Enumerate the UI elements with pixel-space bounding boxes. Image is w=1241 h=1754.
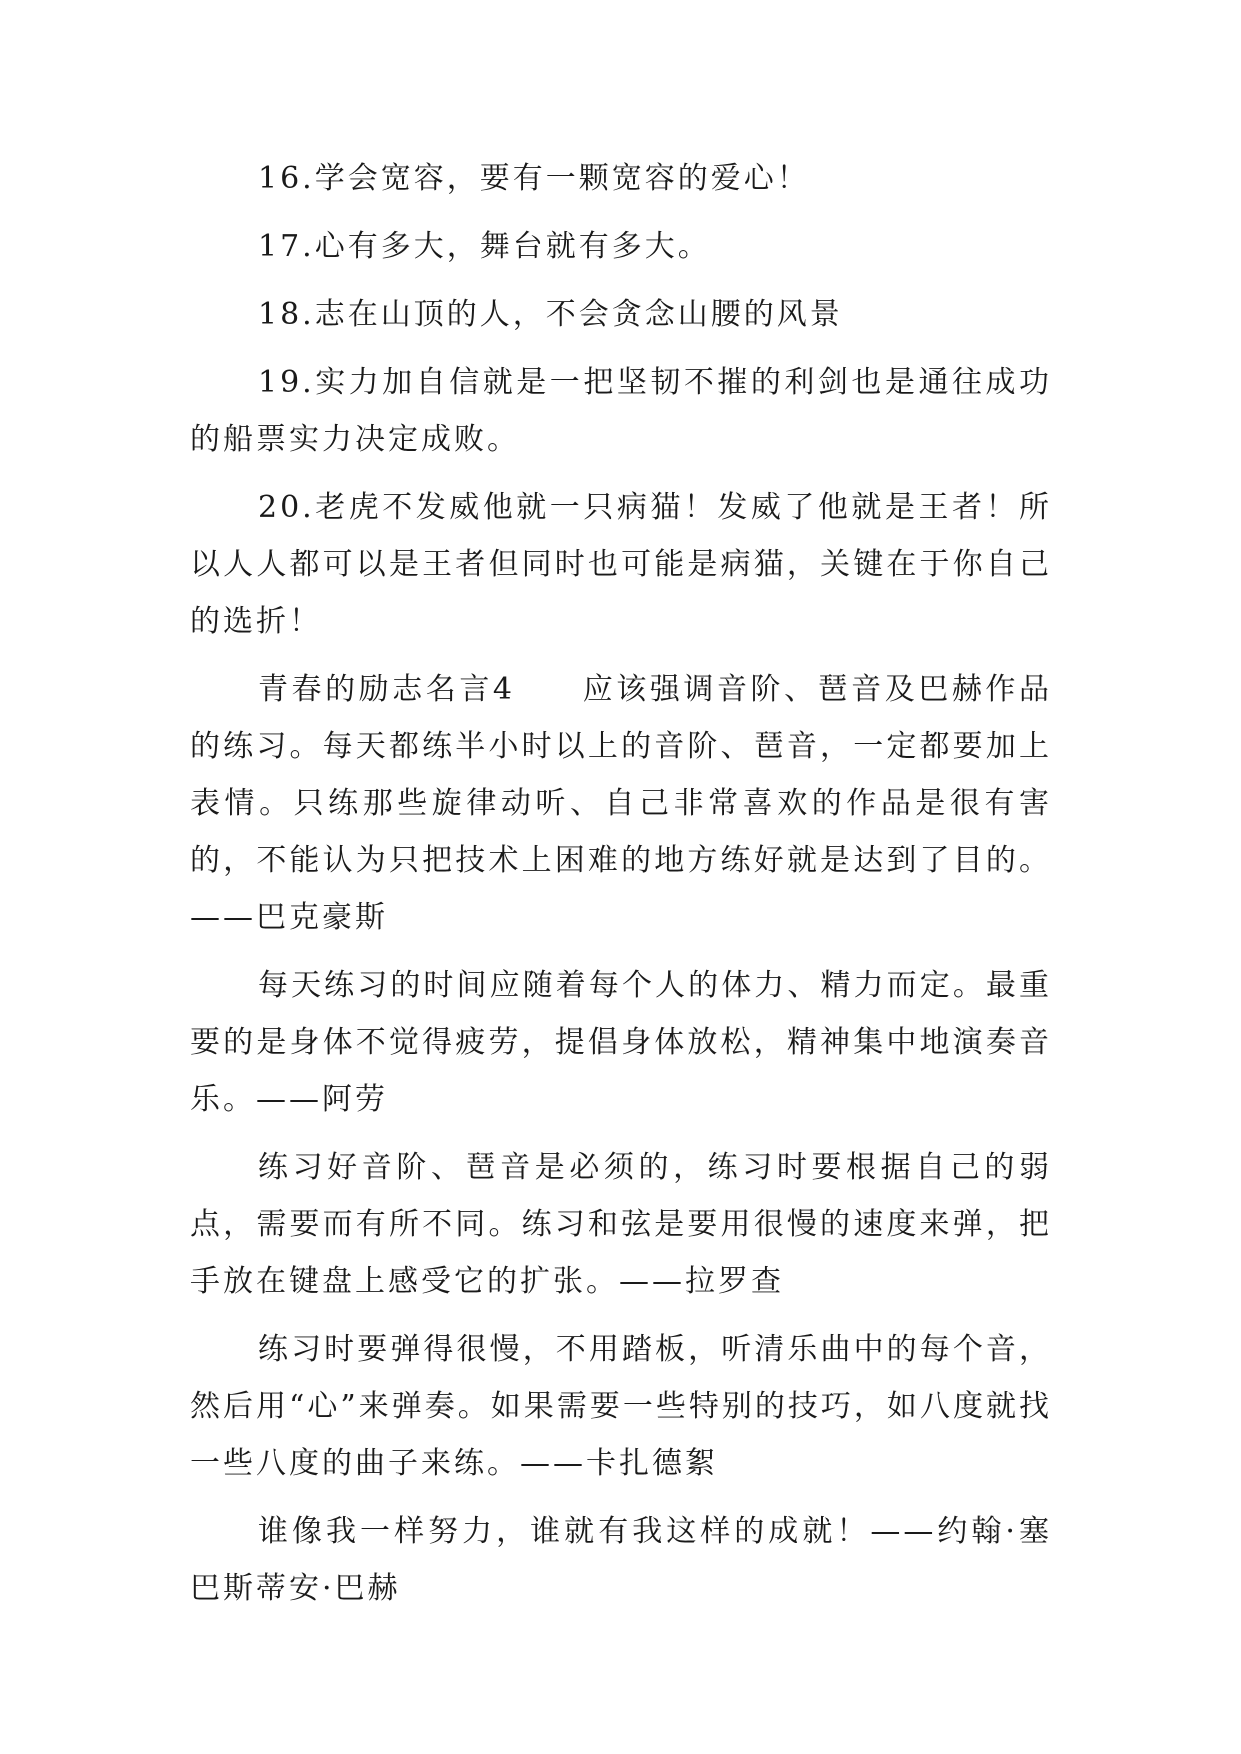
arrau-quote: 每天练习的时间应随着每个人的体力、精力而定。最重要的是身体不觉得疲劳，提倡身体放松，精神集中地演奏音乐。——阿劳 [190, 968, 1052, 1117]
bach-quote: 谁像我一样努力，谁就有我这样的成就！——约翰·塞巴斯蒂安·巴赫 [190, 1514, 1052, 1606]
quote-20: 20.老虎不发威他就一只病猫！发威了他就是王者！所以人人都可以是王者但同时也可能是病猫，关键在于你自己的选折！ [190, 490, 1052, 639]
quote-18: 18.志在山顶的人，不会贪念山腰的风景 [258, 297, 843, 332]
section-4-backhaus-quote: 青春的励志名言4 应该强调音阶、琶音及巴赫作品的练习。每天都练半小时以上的音阶、琶音，一定都要加上表情。只练那些旋律动听、自己非常喜欢的作品是很有害的，不能认为只把技术上困难的地方练好就是达到了目的。——巴克豪斯 [190, 672, 1052, 935]
larrocha-quote: 练习好音阶、琶音是必须的，练习时要根据自己的弱点，需要而有所不同。练习和弦是要用很慢的速度来弹，把手放在键盘上感受它的扩张。——拉罗查 [190, 1150, 1052, 1299]
casadesus-quote: 练习时要弹得很慢，不用踏板，听清乐曲中的每个音，然后用“心”来弹奏。如果需要一些特别的技巧，如八度就找一些八度的曲子来练。——卡扎德絮 [190, 1332, 1052, 1481]
quote-16: 16.学会宽容，要有一颗宽容的爱心！ [258, 161, 810, 196]
quote-19: 19.实力加自信就是一把坚韧不摧的利剑也是通往成功的船票实力决定成败。 [190, 365, 1052, 457]
quote-17: 17.心有多大，舞台就有多大。 [258, 229, 711, 264]
document-body [190, 150, 1052, 1628]
